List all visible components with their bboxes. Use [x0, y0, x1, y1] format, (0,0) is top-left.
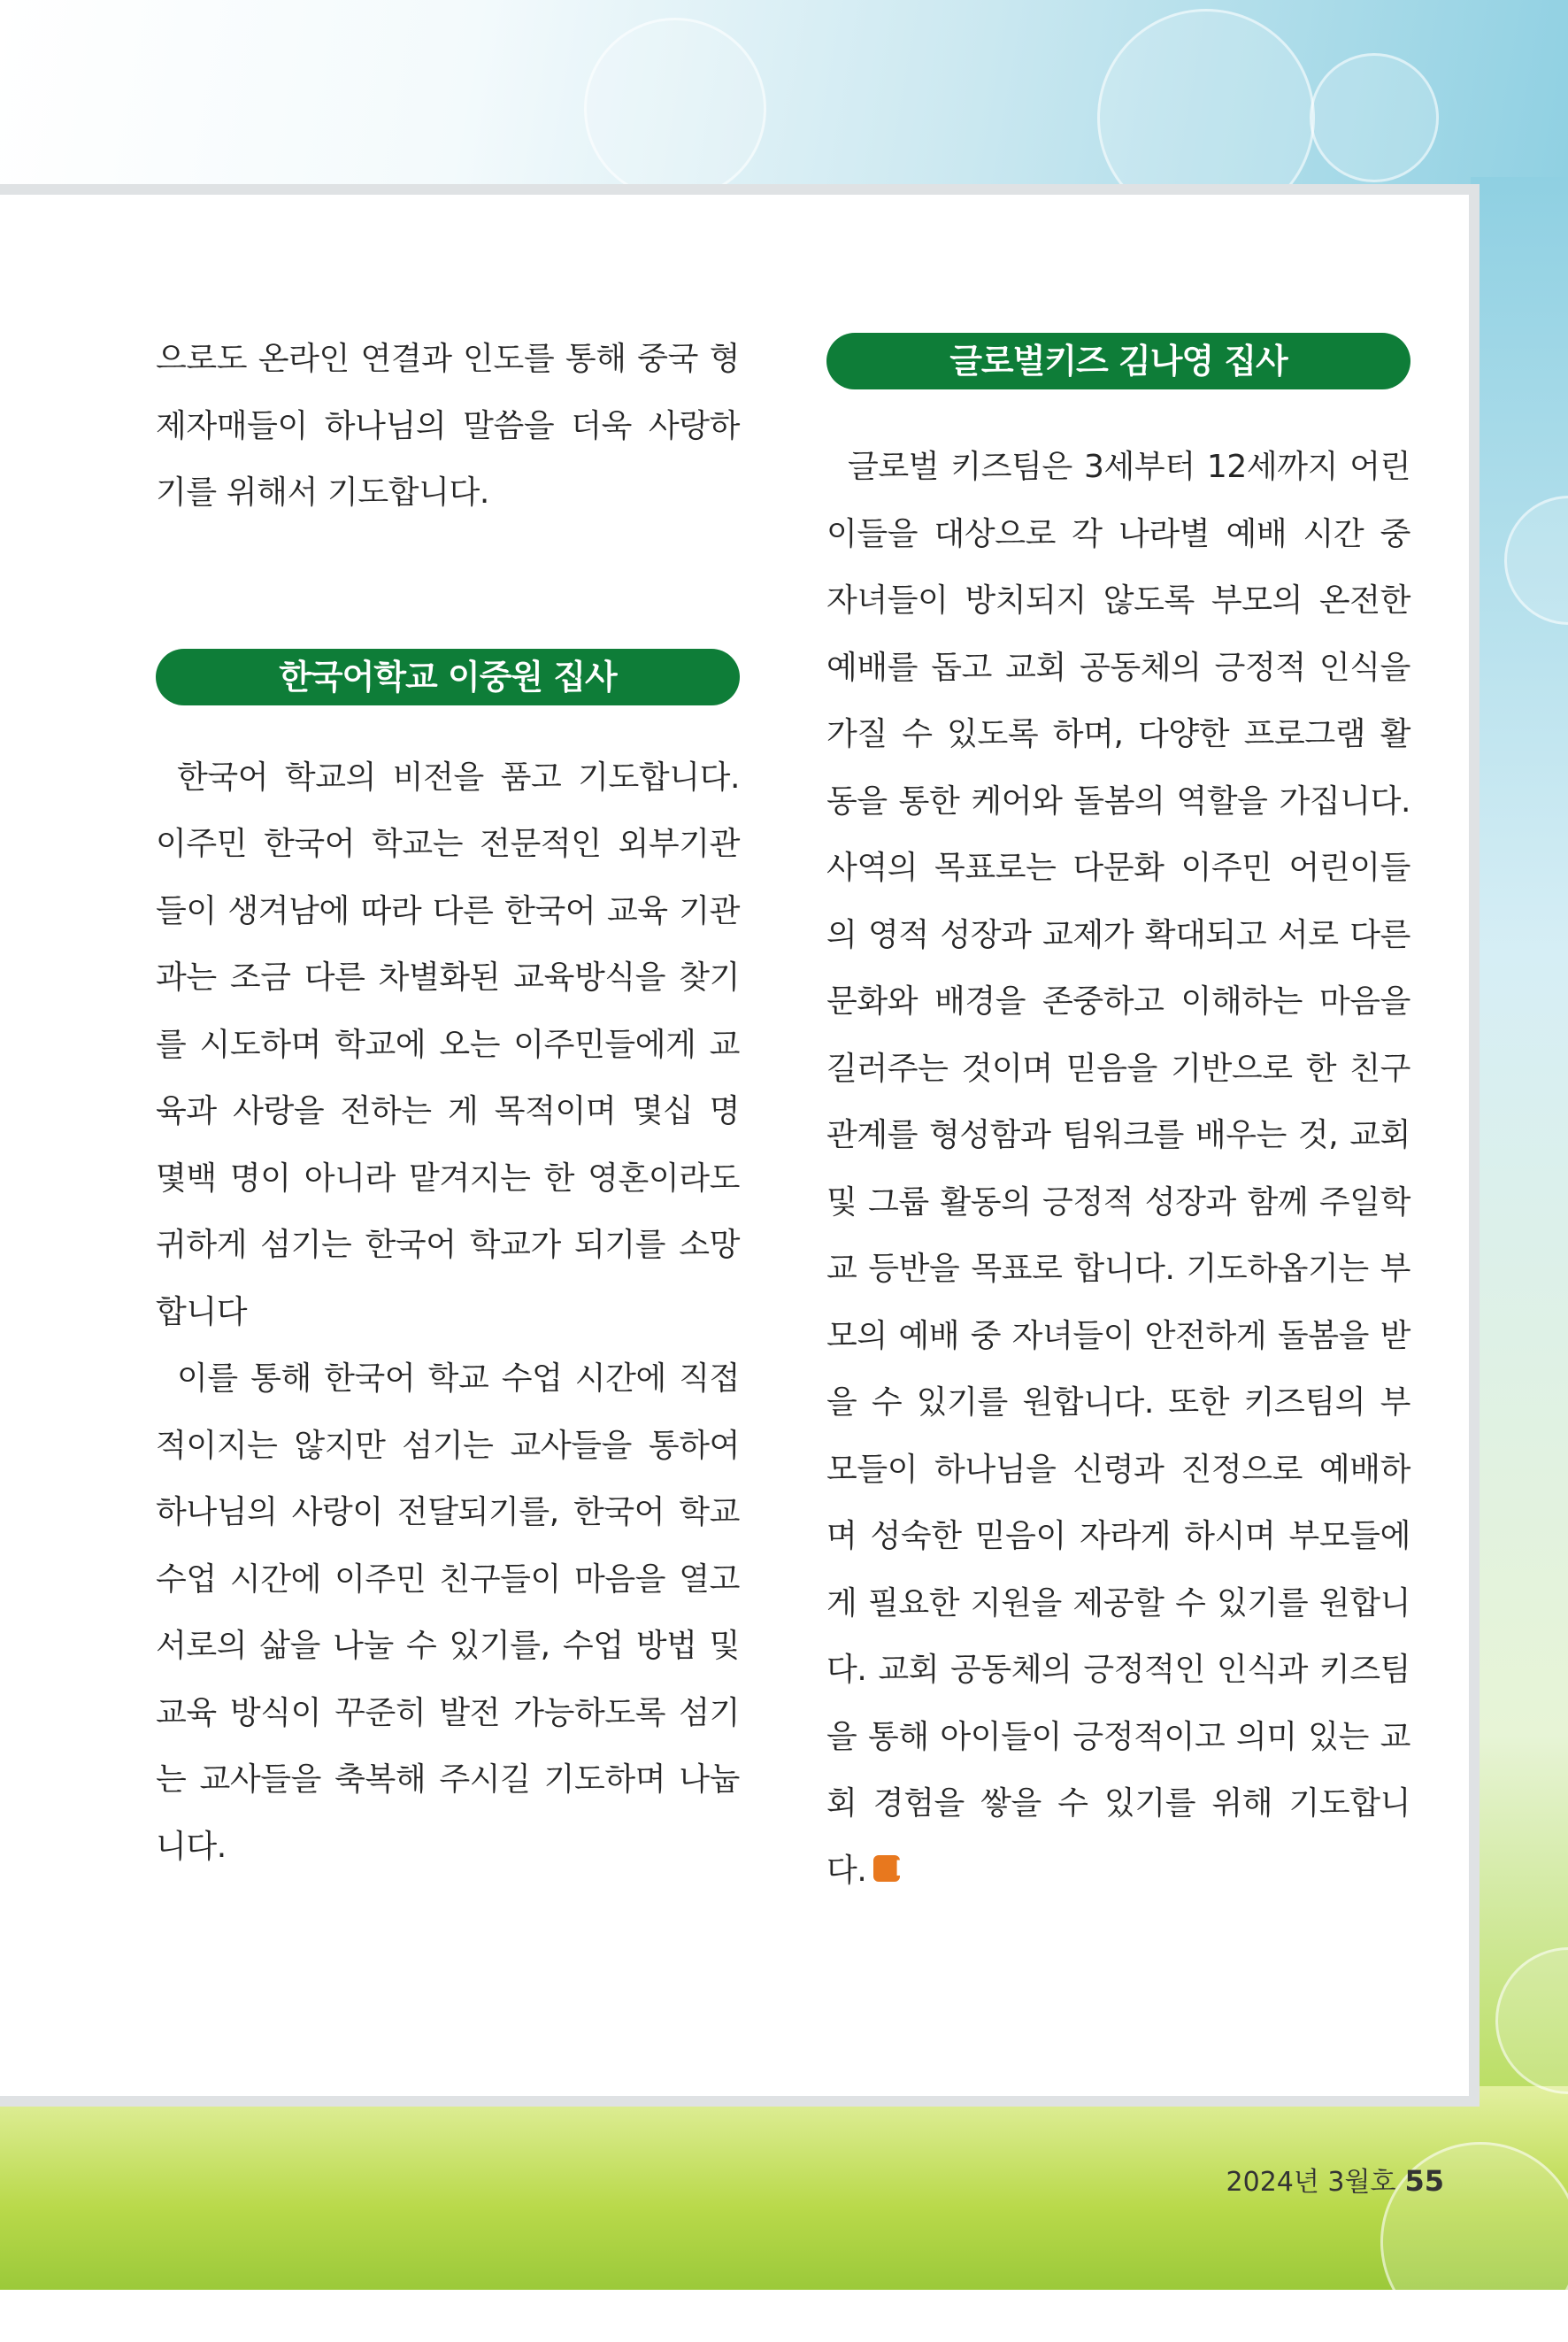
section-heading-korean-school: 한국어학교 이중원 집사 [156, 649, 740, 705]
issue-label: 2024년 3월호 [1226, 2167, 1396, 2198]
global-kids-paragraph [826, 434, 1410, 1904]
decor-bubble [1310, 53, 1439, 182]
page-footer [1226, 2160, 1444, 2199]
decor-bubble [584, 18, 766, 200]
left-column [156, 326, 740, 1880]
background-right [1471, 177, 1568, 2124]
korean-school-paragraph-2: 이를 통해 한국어 학교 수업 시간에 직접적이지는 않지만 섬기는 교사들을 통하여 하나님의 사랑이 전달되기를, 한국어 학교 수업 시간에 이주민 친구들이 마음을 열고 서로의 삶을 나눌 수 있기를, 수업 방법 및 교육 방식이 꾸준히 발전 가능하도록 섬기는 교사들을 축복해 주시길 기도하며 나눕니다. [156, 1360, 740, 1865]
global-kids-text: 글로벌 키즈팀은 3세부터 12세까지 어린이들을 대상으로 각 나라별 예배 시간 중 자녀들이 방치되지 않도록 부모의 온전한 예배를 돕고 교회 공동체의 긍정적 인식을 가질 수 있도록 하며, 다양한 프로그램 활동을 통한 케어와 돌봄의 역할을 가집니다. 사역의 목표로는 다문화 이주민 어린이들의 영적 성장과 교제가 확대되고 서로 다른 문화와 배경을 존중하고 이해하는 마음을 길러주는 것이며 믿음을 기반으로 한 친구 관계를 형성함과 팀워크를 배우는 것, 교회 및 그룹 활동의 긍정적 성장과 함께 주일학교 등반을 목표로 합니다. 기도하옵기는 부모의 예배 중 자녀들이 안전하게 돌봄을 받을 수 있기를 원합니다. 또한 키즈팀의 부모들이 하나님을 신령과 진정으로 예배하며 성숙한 믿음이 자라게 하시며 부모들에게 필요한 지원을 제공할 수 있기를 원합니다. 교회 공동체의 긍정적인 인식과 키즈팀을 통해 아이들이 긍정적이고 의미 있는 교회 경험을 쌓을 수 있기를 위해 기도합니다. [826, 449, 1410, 1889]
page-number: 55 [1404, 2164, 1444, 2198]
korean-school-paragraph-1: 한국어 학교의 비전을 품고 기도합니다. 이주민 한국어 학교는 전문적인 외부기관들이 생겨남에 따라 다른 한국어 교육 기관과는 조금 다른 차별화된 교육방식을 찾기를 시도하며 학교에 오는 이주민들에게 교육과 사랑을 전하는 게 목적이며 몇십 명 몇백 명이 아니라 맡겨지는 한 영혼이라도 귀하게 섬기는 한국어 학교가 되기를 소망합니다 [156, 759, 740, 1330]
intro-paragraph: 으로도 온라인 연결과 인도를 통해 중국 형제자매들이 하나님의 말씀을 더욱 사랑하기를 위해서 기도합니다. [156, 341, 740, 511]
right-column [826, 333, 1410, 1904]
end-mark-icon: N [873, 1855, 900, 1882]
section-heading-global-kids: 글로벌키즈 김나영 집사 [826, 333, 1410, 389]
